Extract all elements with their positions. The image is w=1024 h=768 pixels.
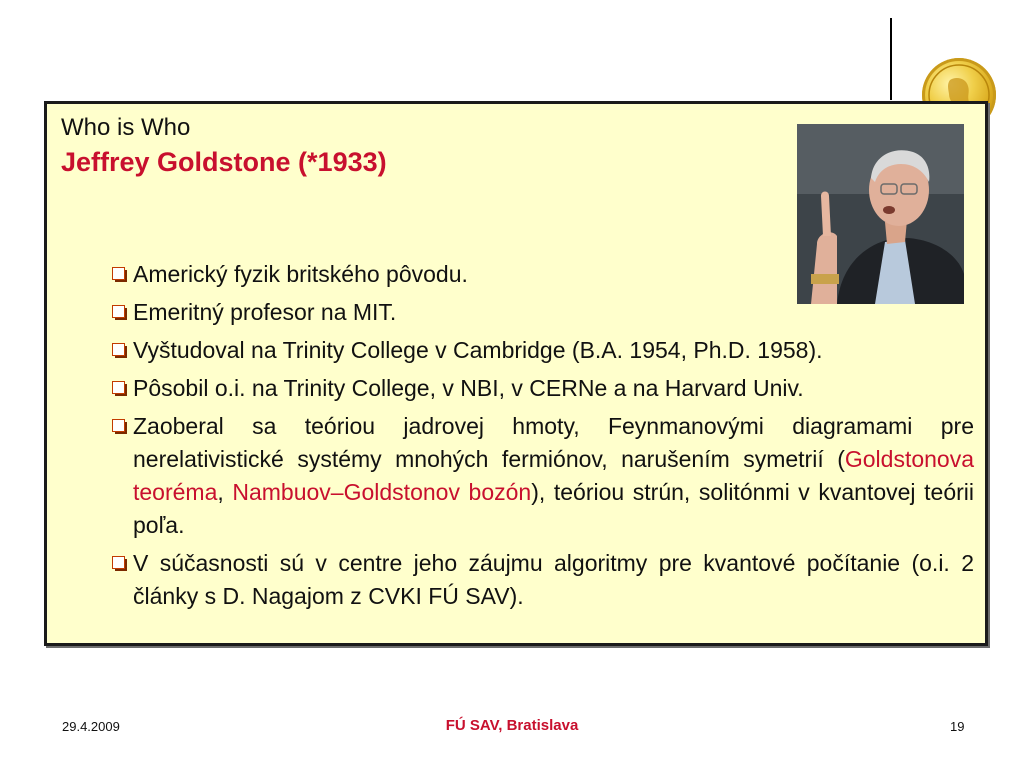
square-bullet-icon: [112, 305, 126, 320]
bullet-text: ,: [217, 479, 233, 505]
bullet-text: Emeritný profesor na MIT.: [133, 299, 397, 325]
bullet-text: Americký fyzik britského pôvodu.: [133, 261, 468, 287]
page-number: 19: [950, 719, 965, 734]
footer-institution: FÚ SAV, Bratislava: [445, 717, 579, 734]
slide-title: Jeffrey Goldstone (*1933): [61, 147, 387, 177]
bullet-text: V súčasnosti sú v centre jeho záujmu algoritmy pre kvantové počítanie (o.i. 2 články s D. Nagajom z CVKI FÚ SAV).: [133, 550, 974, 609]
square-bullet-icon: [112, 419, 126, 434]
slide-kicker: Who is Who: [61, 114, 191, 141]
bullet-text: Zaoberal sa teóriou jadrovej hmoty, Feynmanovými diagramami pre nerelativistické systémy mnohých fermiónov, narušením symetrií (: [133, 413, 974, 472]
list-item: [112, 334, 974, 367]
bullet-text: Pôsobil o.i. na Trinity College, v NBI, v CERNe a na Harvard Univ.: [133, 375, 804, 401]
header-divider-line: [890, 18, 892, 100]
bullet-list: [112, 258, 974, 618]
list-item: [112, 410, 974, 542]
bullet-text: ), teóriou strún, solitónmi v kvantovej teórii poľa.: [133, 479, 974, 538]
square-bullet-icon: [112, 381, 126, 396]
square-bullet-icon: [112, 343, 126, 358]
footer-date: 29.4.2009: [62, 719, 120, 734]
list-item: [112, 296, 974, 329]
list-item: [112, 258, 974, 291]
square-bullet-icon: [112, 556, 126, 571]
bullet-text: Vyštudoval na Trinity College v Cambridge (B.A. 1954, Ph.D. 1958).: [133, 337, 823, 363]
square-bullet-icon: [112, 267, 126, 282]
goldstone-theorem-term: Goldstonova teoréma: [133, 446, 974, 505]
nambu-goldstone-boson-term: Nambuov–Goldstonov bozón: [232, 479, 532, 505]
list-item: [112, 372, 974, 405]
list-item: [112, 547, 974, 613]
